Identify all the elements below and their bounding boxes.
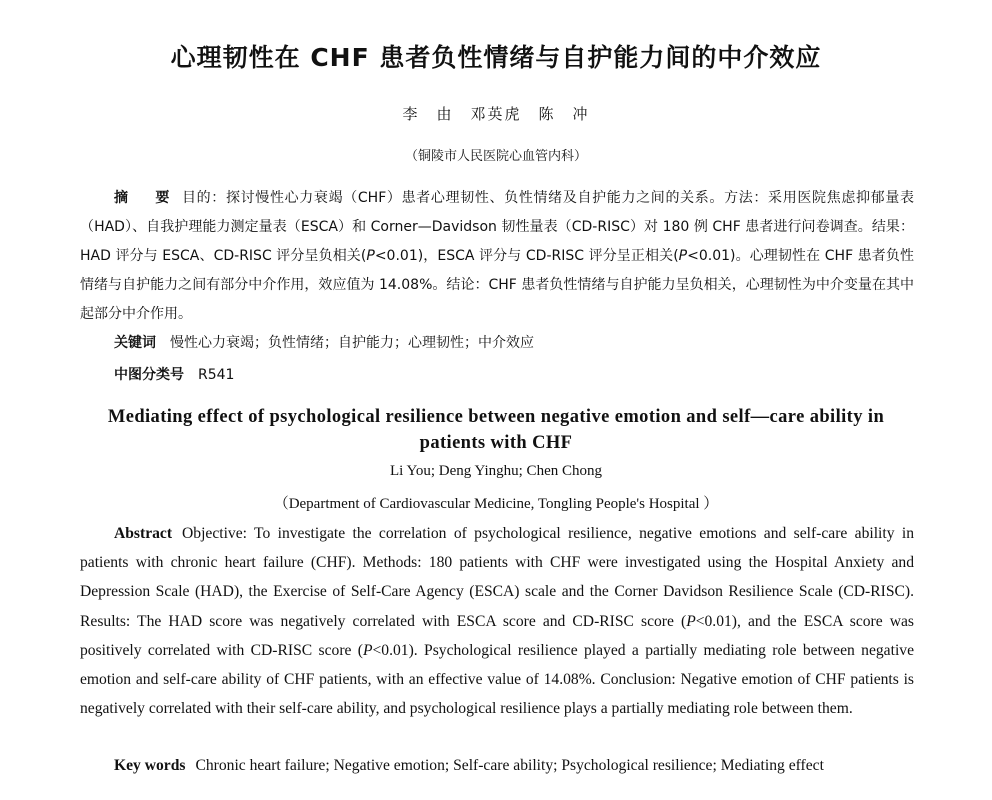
chinese-abstract-text-2: <0.01)，ESCA 评分与 CD-RISC 评分呈正相关( xyxy=(374,248,679,264)
english-keywords-label: Key words xyxy=(114,757,186,774)
chinese-abstract-p-symbol-1: P xyxy=(366,248,375,264)
english-abstract-p-symbol-1: P xyxy=(686,612,696,630)
english-abstract-label: Abstract xyxy=(114,525,173,542)
chinese-affiliation: （铜陵市人民医院心血管内科） xyxy=(404,149,587,164)
english-affiliation: （Department of Cardiovascular Medicine, Tongling People's Hospital ） xyxy=(273,496,719,512)
chinese-abstract xyxy=(80,184,914,329)
chinese-keywords xyxy=(114,330,914,356)
chinese-title: 心理韧性在 CHF 患者负性情绪与自护能力间的中介效应 xyxy=(170,43,822,72)
classification-label: 中图分类号 xyxy=(114,367,184,383)
english-keywords-text: Chronic heart failure; Negative emotion; Self-care ability; Psychological resilience; Mediating effect xyxy=(195,757,824,774)
chinese-abstract-label: 摘 要 xyxy=(114,190,176,206)
chinese-authors: 李 由 邓英虎 陈 冲 xyxy=(402,105,590,123)
chinese-keywords-text: 慢性心力衰竭；负性情绪；自护能力；心理韧性；中介效应 xyxy=(170,335,534,351)
english-abstract xyxy=(80,519,914,723)
classification-number xyxy=(114,362,914,388)
english-abstract-text-2: <0.01), and the ESCA score was positively correlated with CD-RISC score ( xyxy=(80,612,914,659)
english-abstract-text-1: Objective: To investigate the correlation of psychological resilience, negative emotions and self-care ability in patients with chronic heart failure (CHF). Methods: 180 patients with CHF were investigated using the Hospital Anxiety and Depression Scale (HAD), the Exercise of Self-Care Agency (ESCA) scale and the Corner Davidson Resilience Scale (CD-RISC). Results: The HAD score was negatively correlated with ESCA score and CD-RISC score ( xyxy=(80,525,914,630)
english-abstract-text-3: <0.01). Psychological resilience played a partially mediating role between negative emotion and self-care ability of CHF patients, with an effective value of 14.08%. Conclusion: Negative emotion of CHF patients is negatively correlated with their self-care ability, and psychological resilience plays a partially mediating role between them. xyxy=(80,641,914,718)
english-title: Mediating effect of psychological resilience between negative emotion and self—care ability in patients with CHF xyxy=(107,407,885,453)
classification-value: R541 xyxy=(198,367,235,383)
chinese-abstract-text-3: <0.01)。心理韧性在 CHF 患者负性情绪与自护能力之间有部分中介作用，效应值为 14.08%。结论：CHF 患者负性情绪与自护能力呈负相关，心理韧性为中介变量在其中起部分中介作用。 xyxy=(80,248,914,322)
english-authors: Li You; Deng Yinghu; Chen Chong xyxy=(390,463,602,479)
chinese-abstract-text-1: 目的：探讨慢性心力衰竭（CHF）患者心理韧性、负性情绪及自护能力之间的关系。方法：采用医院焦虑抑郁量表（HAD）、自我护理能力测定量表（ESCA）和 Corner—Davidson 韧性量表（CD-RISC）对 180 例 CHF 患者进行问卷调查。结果：HAD 评分与 ESCA、CD-RISC 评分呈负相关( xyxy=(80,190,914,264)
english-abstract-p-symbol-2: P xyxy=(362,641,373,659)
chinese-abstract-p-symbol-2: P xyxy=(678,248,688,264)
english-keywords xyxy=(114,753,914,779)
chinese-keywords-label: 关键词 xyxy=(114,335,156,351)
